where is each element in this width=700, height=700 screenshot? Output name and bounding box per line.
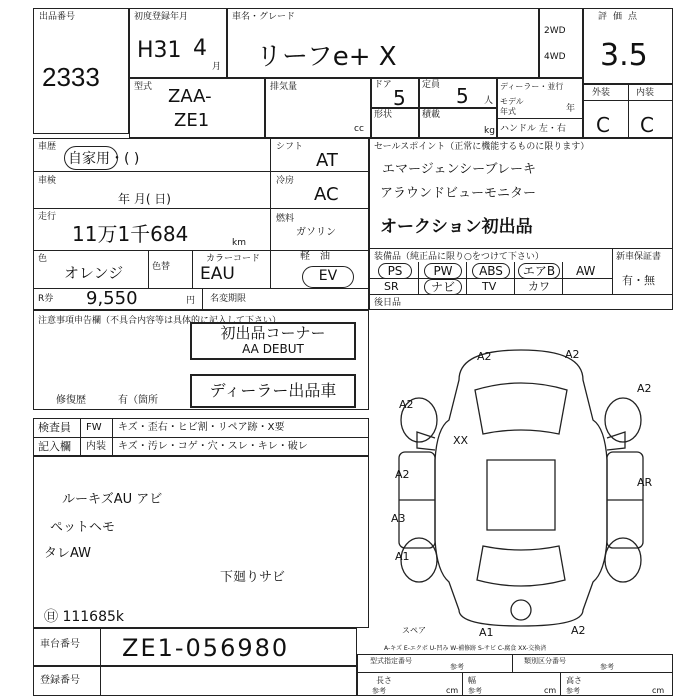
damage-legend: A-キズ E-エクボ U-凹み W-補修跡 S-サビ C-腐食 XX-交換済: [384, 645, 547, 652]
mark-2: A2: [565, 348, 580, 361]
model-value-1: ZAA-: [168, 86, 212, 107]
mark-1: A2: [477, 350, 492, 363]
name-label: 車名・グレード: [232, 12, 296, 22]
reg-no-box: [33, 666, 357, 696]
chassis-label: 車台番号: [40, 639, 80, 650]
equip-ps: PS: [378, 263, 412, 279]
rear-window: [477, 546, 565, 586]
length-cm: cm: [446, 686, 459, 695]
stamp-first: 初出品コーナー: [220, 324, 326, 342]
length-ref: 参考: [372, 687, 386, 695]
spare-tire: [511, 600, 531, 620]
in-text: キズ・汚レ・コゲ・穴・スレ・キレ・破レ: [118, 441, 308, 452]
name-change-label: 名変期限: [210, 294, 247, 304]
hood: [475, 383, 567, 434]
equip-label: 装備品（純正品に限り○をつけて下さい）: [374, 252, 544, 262]
height-cm: cm: [652, 686, 665, 695]
shaken-value: 年 月( 日): [118, 192, 171, 206]
spare-label: スペア: [402, 626, 426, 635]
chassis-value: ZE1-056980: [122, 634, 290, 662]
memo-1: ルーキズAU アビ: [62, 492, 163, 507]
recycle-value: 9,550: [86, 288, 138, 309]
mark-3: A2: [399, 398, 414, 411]
sales-label: セールスポイント（正常に機能するものに限ります）: [374, 142, 590, 152]
int-label: 内装: [636, 88, 655, 98]
mark-8: A3: [391, 512, 406, 525]
color-change-label: 色替: [152, 262, 171, 272]
year-unit: 年: [566, 104, 576, 114]
mark-5: XX: [453, 434, 469, 447]
wheel-fr: [605, 398, 641, 442]
caution-label: 注意事項申告欄（不具合内容等は具体的に記入して下さい）: [38, 316, 282, 326]
repair-label: 修復歴: [56, 395, 86, 406]
shift-label: シフト: [276, 142, 304, 152]
lot-label: 出品番号: [39, 12, 76, 22]
shift-value: AT: [316, 150, 338, 171]
width-cm: cm: [544, 686, 557, 695]
after-label: 後日品: [374, 298, 402, 308]
reg-era: H31: [137, 38, 182, 63]
reg-no-label: 登録番号: [40, 675, 80, 686]
ext-label: 外装: [592, 88, 611, 98]
color-value: オレンジ: [64, 264, 124, 282]
dealer-stamp: ディーラー出品車: [190, 374, 356, 408]
designated-label: 型式指定番号: [370, 657, 412, 665]
private-circle: [64, 146, 118, 170]
category-ref: 参考: [600, 663, 614, 671]
width-label: 幅: [468, 676, 476, 685]
cap-unit: 人: [484, 96, 494, 106]
equip-navi: ナビ: [424, 279, 462, 295]
height-ref: 参考: [566, 687, 580, 695]
mileage-value: 11万1千684: [72, 222, 189, 246]
stamp-debut: AA DEBUT: [242, 342, 304, 356]
shaken-label: 車検: [38, 176, 57, 186]
warranty-value: 有・無: [622, 274, 655, 287]
recycle-label: R券: [38, 294, 54, 304]
history-label: 車歴: [38, 142, 57, 152]
drive-box: [539, 8, 583, 78]
memo-2: ペットヘモ: [50, 520, 116, 535]
memo-4: 下廻りサビ: [220, 570, 286, 585]
equip-leather: カワ: [528, 280, 550, 293]
mark-7: AR: [637, 476, 653, 489]
height-label: 高さ: [566, 676, 582, 685]
mark-10: A1: [479, 626, 494, 639]
wheel-rr: [605, 538, 641, 582]
entry-label: 記入欄: [38, 440, 71, 453]
history-value: 自家用・( ): [68, 151, 140, 167]
fuel-gas: ガソリン: [296, 227, 336, 238]
fuel-ev: EV: [302, 266, 354, 288]
memo-5: ㊐ 111685k: [44, 609, 125, 625]
shape-label: 形状: [374, 110, 393, 120]
warranty-label: 新車保証書: [616, 252, 662, 262]
lot-number: 2333: [42, 62, 100, 92]
equip-sr: SR: [384, 280, 399, 293]
drive-4wd: 4WD: [544, 52, 566, 62]
drive-2wd: 2WD: [544, 26, 566, 36]
doors-value: 5: [393, 86, 406, 110]
ext-grade: C: [596, 113, 610, 137]
dealer-label: ディーラー・並行: [500, 82, 564, 91]
doors-label: ドア: [374, 80, 392, 90]
roof: [487, 460, 555, 530]
ac-value: AC: [314, 184, 339, 205]
mark-6: A2: [395, 468, 410, 481]
cap-label: 定員: [422, 80, 441, 90]
length-label: 長さ: [376, 676, 392, 685]
disp-label: 排気量: [270, 82, 298, 92]
mark-9: A1: [395, 550, 410, 563]
color-code-value: EAU: [200, 264, 235, 284]
mark-4: A2: [637, 382, 652, 395]
sales-point-1: エマージェンシーブレーキ: [382, 162, 536, 177]
category-label: 類別区分番号: [524, 657, 566, 665]
fuel-diesel: 軽 油: [300, 251, 330, 262]
model-value-2: ZE1: [174, 110, 210, 131]
color-label: 色: [38, 254, 48, 264]
in-label: 内装: [86, 441, 106, 452]
yen-unit: 円: [186, 296, 196, 306]
reg-month-unit: 月: [212, 62, 222, 72]
fw-label: FW: [86, 422, 102, 433]
load-label: 積載: [422, 110, 441, 120]
kg-unit: kg: [484, 126, 495, 136]
fw-text: キズ・歪右・ヒビ割・リペア跡・X要: [118, 422, 285, 433]
color-code-label: カラーコード: [206, 254, 261, 264]
equip-airbag: エアB: [518, 263, 560, 279]
equip-aw: AW: [576, 264, 596, 278]
auction-first: オークション初出品: [380, 217, 533, 237]
equip-pw: PW: [424, 263, 462, 279]
reg-month: 4: [193, 36, 207, 61]
fuel-label: 燃料: [276, 214, 295, 224]
cc-unit: cc: [354, 124, 364, 134]
score-label: 評価点: [598, 12, 644, 22]
car-body-outline: [435, 350, 607, 626]
sales-point-2: アラウンドビューモニター: [380, 186, 537, 201]
first-listing-stamp: [190, 322, 356, 360]
reg-label: 初度登録年月: [134, 12, 189, 22]
width-ref: 参考: [468, 687, 482, 695]
score-value: 3.5: [600, 38, 648, 73]
cap-value: 5: [456, 84, 469, 108]
mark-11: A2: [571, 624, 586, 637]
handle-label: ハンドル 左・右: [500, 124, 566, 134]
car-diagram: [369, 310, 673, 640]
ac-label: 冷房: [276, 176, 295, 186]
repair-value: 有（箇所: [118, 395, 158, 406]
int-grade: C: [640, 113, 654, 137]
mileage-label: 走行: [38, 212, 57, 222]
km-unit: km: [232, 238, 246, 248]
inspector-label: 検査員: [38, 421, 71, 434]
equip-abs: ABS: [472, 263, 510, 279]
car-name: リーフe+ X: [256, 42, 397, 72]
equip-tv: TV: [482, 280, 497, 293]
memo-3: タレAW: [44, 546, 92, 561]
model-label: 型式: [134, 82, 153, 92]
designated-ref: 参考: [450, 663, 464, 671]
model-year-label: モデル年式: [500, 97, 524, 116]
